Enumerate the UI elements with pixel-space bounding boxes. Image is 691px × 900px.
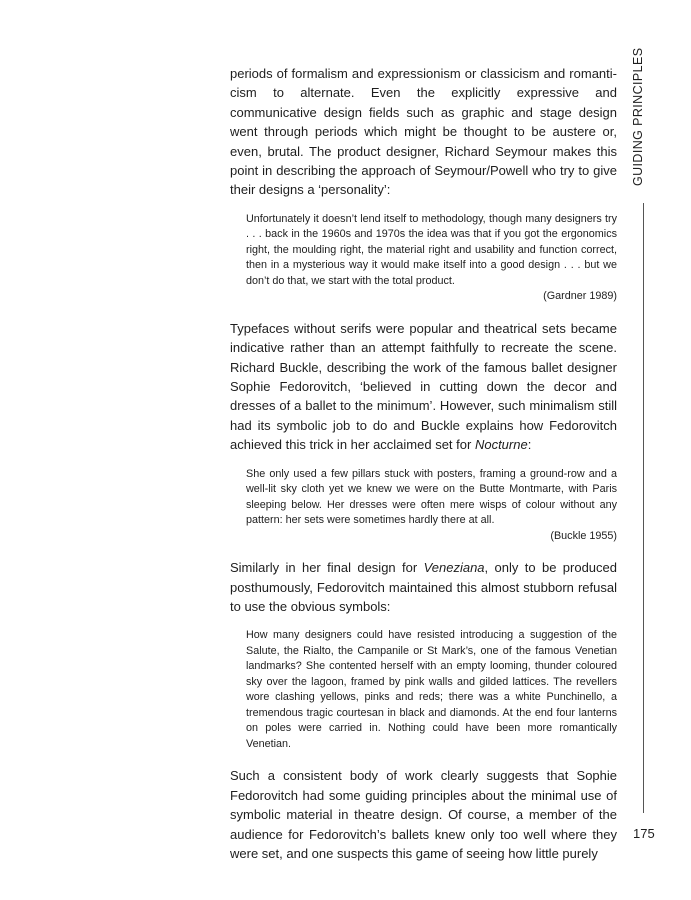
paragraph-text: , only to be produced posthumously, Fedorovitch maintained this almost stubborn refusal to use the obvious symbols: bbox=[230, 560, 617, 614]
quote-text: Unfortunately it doesn’t lend itself to methodology, though many designers try . . . back in the 1960s and 1970s the idea was that if you got the ergonomics right, the moulding right, the material right and usability and function correct, then in a mysterious way it would make itself into a good design . . . but we don’t do that, we start with the total product. bbox=[246, 212, 617, 287]
paragraph-1: periods of formalism and expressionism or classicism and romanticism to alternate. Even the explicitly expressive and communicative design fields such as graphic and stage design went through periods which might be thought to be austere or, even, brutal. The product designer, Richard Seymour makes this point in describing the approach of Seymour/Powell who try to give their designs a ‘personality’: bbox=[230, 66, 617, 198]
paragraph-text: Typefaces without serifs were popular and theatrical sets became indicative rather than an attempt faithfully to recreate the scene. Richard Buckle, describing the work of the famous ballet designer Sophie Fedorovitch, ‘believed in cutting down the decor and dresses of a ballet to the minimum’. However, such minimalism still had its symbolic job to do and Buckle explains how Fedorovitch achieved this trick in her acclaimed set for bbox=[230, 320, 617, 453]
quote-citation: (Buckle 1955) bbox=[550, 529, 617, 542]
page-number: 175 bbox=[633, 826, 655, 841]
punctuation: : bbox=[527, 437, 532, 453]
title-nocturne: Nocturne bbox=[474, 437, 528, 453]
page-body bbox=[230, 64, 617, 875]
quote-citation: (Gardner 1989) bbox=[543, 290, 617, 303]
paragraph-2 bbox=[230, 319, 617, 455]
block-quote-buckle bbox=[246, 467, 617, 545]
block-quote-venetian bbox=[246, 628, 617, 752]
paragraph-4: Such a consistent body of work clearly suggests that Sophie Fedorovitch had some guiding principles about the minimal use of symbolic material in theatre design. Of course, a member of the audience for Fedorovitch’s ballets knew only too well where they were set, and one suspects this game of seeing how little purely bbox=[230, 768, 617, 862]
quote-text: She only used a few pillars stuck with posters, framing a ground-row and a well-lit sky cloth yet we knew we were on the Butte Montmarte, with Paris sleeping below. Her dresses were often mere wisps of colour without any pattern: her sets were sometimes hardly there at all. bbox=[246, 467, 617, 527]
margin-rule bbox=[643, 203, 644, 813]
quote-text: How many designers could have resisted introducing a suggestion of the Salute, the Rialto, the Campanile or St Mark’s, one of the famous Venetian landmarks? She contented herself with an empty looming, thunder coloured sky over the lagoon, framed by pink walls and gilded lattices. The revellers wore clashing yellows, pinks and reds; there was a white Punchinello, a tremendous tragic courtesan in black and diamonds. At the end four lanterns on poles were carried in. Nothing could have been more romantically Venetian. bbox=[246, 629, 617, 750]
paragraph-3 bbox=[230, 558, 617, 616]
running-header: GUIDING PRINCIPLES bbox=[631, 47, 645, 186]
paragraph-text: Similarly in her final design for bbox=[230, 560, 418, 576]
block-quote-gardner bbox=[246, 212, 617, 305]
title-veneziana: Veneziana bbox=[423, 560, 485, 576]
